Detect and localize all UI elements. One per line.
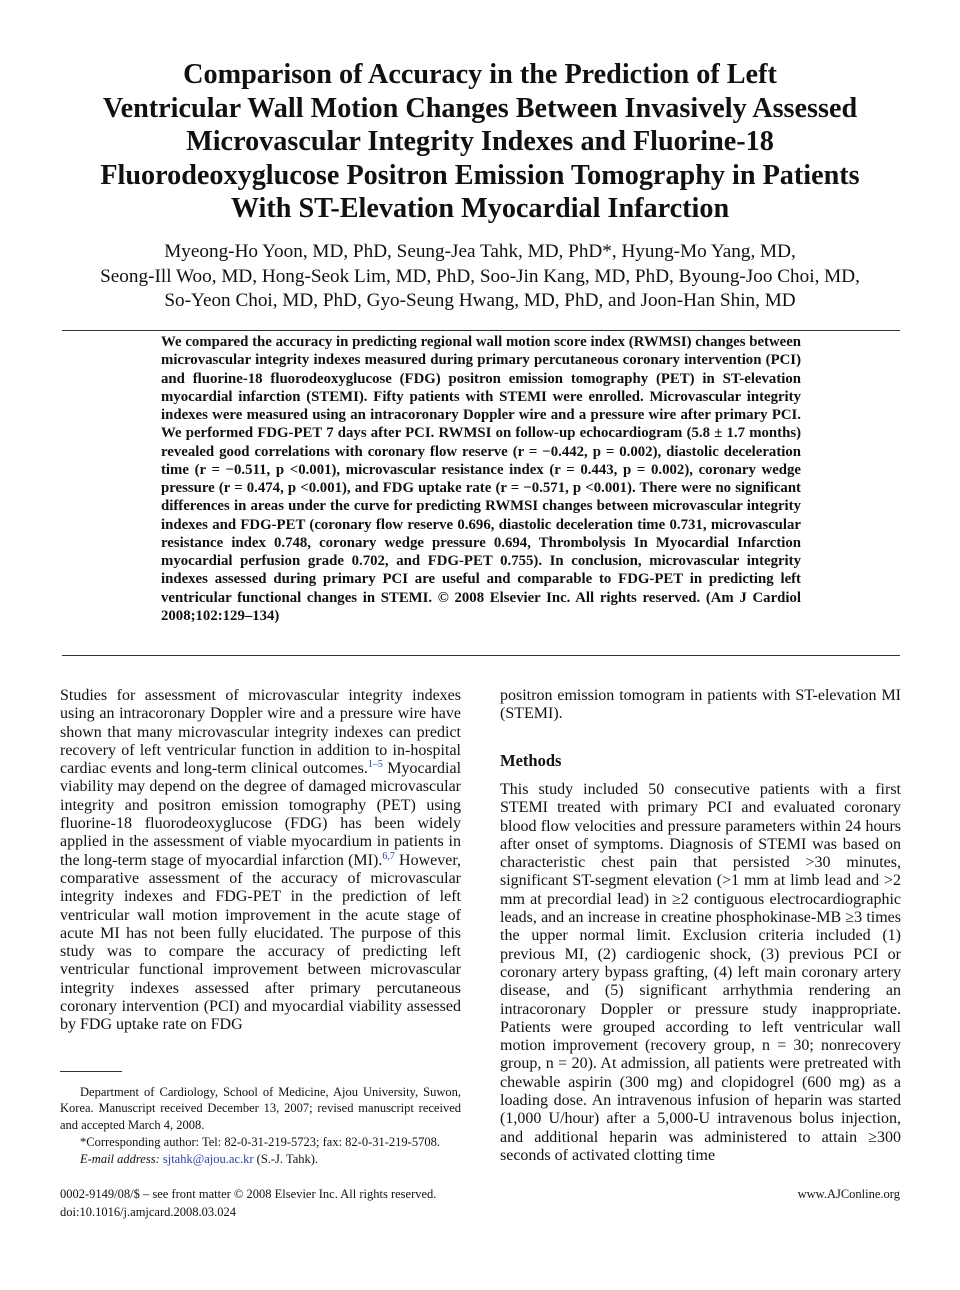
journal-website[interactable]: www.AJConline.org [797,1187,900,1201]
email-label: E-mail address: [80,1152,160,1166]
author-list [50,240,910,314]
methods-text: This study included 50 consecutive patients with a first STEMI treated with primary PCI and evaluated coronary blood flow velocities and pressure parameters within 24 hours after onset of symptoms. Diagnosis of STEMI was based on characteristic chest pain that persisted >30 minutes, significant ST-segment elevation (>1 mm at limb lead and >2 mm at precordial lead) in ≥2 contiguous electrocardiographic leads, and an increase in creatine phosphokinase-MB ≥3 times the upper normal limit. Exclusion criteria included (1) previous MI, (2) cardiogenic shock, (3) previous PCI or coronary artery bypass grafting, (4) left main coronary artery disease, and (5) significant arrhythmia rendering an intracoronary Doppler or pressure study inappropriate. Patients were grouped according to left ventricular wall motion improvement (recovery group, n = 30; nonrecovery group, n = 20). At admission, all patients were pretreated with chewable aspirin (300 mg) and clopidogrel (600 mg) as a loading dose. An intravenous infusion of heparin was started (1,000 U/hour) after a 5,000-U intravenous bolus injection, and additional heparin was administered to attain ≥300 seconds of activated clotting time [500,781,901,1164]
doi-line: doi:10.1016/j.amjcard.2008.03.024 [60,1204,237,1219]
title-line: Ventricular Wall Motion Changes Between Invasively Assessed [102,92,858,124]
abstract-bottom-rule [62,655,900,656]
title-line: Fluorodeoxyglucose Positron Emission Tomography in Patients [100,159,860,191]
intro-part: Studies for assessment of microvascular integrity indexes using an intracoronary Doppler wire and a pressure wire have shown that many microvascular integrity indexes can predict recovery of left ventricular function in addition to in-hospital cardiac events and long-term clinical outcomes. [60,687,461,778]
affiliation-footnote: Department of Cardiology, School of Medicine, Ajou University, Suwon, Korea. Manuscript received December 13, 2007; revised manuscript received and accepted March 4, 2008. [60,1085,461,1132]
title-line: Microvascular Integrity Indexes and Fluorine-18 [186,126,774,158]
introduction-continued: positron emission tomogram in patients with ST-elevation MI (STEMI). [500,687,901,723]
article-title [60,58,900,226]
author-line: Myeong-Ho Yoon, MD, PhD, Seung-Jea Tahk, MD, PhD*, Hyung-Mo Yang, MD, [164,241,796,262]
author-line: So-Yeon Choi, MD, PhD, Gyo-Seung Hwang, MD, PhD, and Joon-Han Shin, MD [164,290,796,311]
publication-info [60,1186,436,1221]
intro-part: However, comparative assessment of the accuracy of microvascular integrity indexes and FDG-PET in the prediction of left ventricular wall motion improvement in the acute stage of acute MI has not been fully elucidated. The purpose of this study was to compare the accuracy of predicting left ventricular functional improvement between microvascular integrity indexes assessed after primary percutaneous coronary intervention (PCI) and myocardial viability assessed by FDG uptake rate on FDG [60,851,462,1034]
email-footnote [80,1151,461,1167]
corresponding-author-footnote: *Corresponding author: Tel: 82-0-31-219-5723; fax: 82-0-31-219-5708. [80,1135,440,1149]
issn-line: 0002-9149/08/$ – see front matter © 2008 Elsevier Inc. All rights reserved. [60,1187,437,1201]
methods-heading: Methods [500,751,562,770]
title-line: With ST-Elevation Myocardial Infarction [230,193,730,225]
abstract: We compared the accuracy in predicting regional wall motion score index (RWMSI) changes between microvascular integrity indexes measured during primary percutaneous coronary intervention (PCI) and fluorine-18 fluorodeoxyglucose (FDG) positron emission tomography (PET) in ST-elevation myocardial infarction (STEMI). Fifty patients with STEMI were enrolled. Microvascular integrity indexes were measured using an intracoronary Doppler wire and a pressure wire after primary PCI. We performed FDG-PET 7 days after PCI. RWMSI on follow-up echocardiogram (5.8 ± 1.7 months) revealed good correlations with coronary flow reserve (r = −0.442, p = 0.002), diastolic deceleration time (r = −0.511, p <0.001), microvascular resistance index (r = 0.443, p = 0.002), coronary wedge pressure (r = 0.474, p <0.001), and FDG uptake rate (r = −0.571, p <0.001). There were no significant differences in areas under the curve for predicting RWMSI changes between microvascular integrity indexes and FDG-PET (coronary flow reserve 0.696, diastolic deceleration time 0.731, microvascular resistance index 0.748, coronary wedge pressure 0.694, Thrombolysis In Myocardial Infarction myocardial perfusion grade 0.702, and FDG-PET 0.755). In conclusion, microvascular integrity indexes assessed during primary PCI are useful and comparable to FDG-PET in predicting left ventricular functional changes in STEMI. © 2008 Elsevier Inc. All rights reserved. (Am J Cardiol 2008;102:129–134) [161,334,801,624]
author-line: Seong-Ill Woo, MD, Hong-Seok Lim, MD, PhD, Soo-Jin Kang, MD, PhD, Byoung-Joo Choi, MD, [100,265,860,287]
citation-link[interactable]: 6,7 [382,850,395,862]
introduction-text [60,687,461,1035]
email-suffix: (S.-J. Tahk). [253,1152,319,1166]
citation-link[interactable]: 1–5 [367,759,383,771]
abstract-top-rule [62,330,900,331]
intro-part: Myocardial viability may depend on the degree of damaged microvascular integrity and positron emission tomography (PET) using fluorine-18 fluorodeoxyglucose (FDG) has been widely applied in the assessment of viable myocardium in patients in the long-term stage of myocardial infarction (MI). [60,760,462,869]
footnote-rule [60,1071,122,1072]
title-line: Comparison of Accuracy in the Prediction of Left [183,59,777,90]
email-link[interactable]: sjtahk@ajou.ac.kr [162,1152,254,1166]
